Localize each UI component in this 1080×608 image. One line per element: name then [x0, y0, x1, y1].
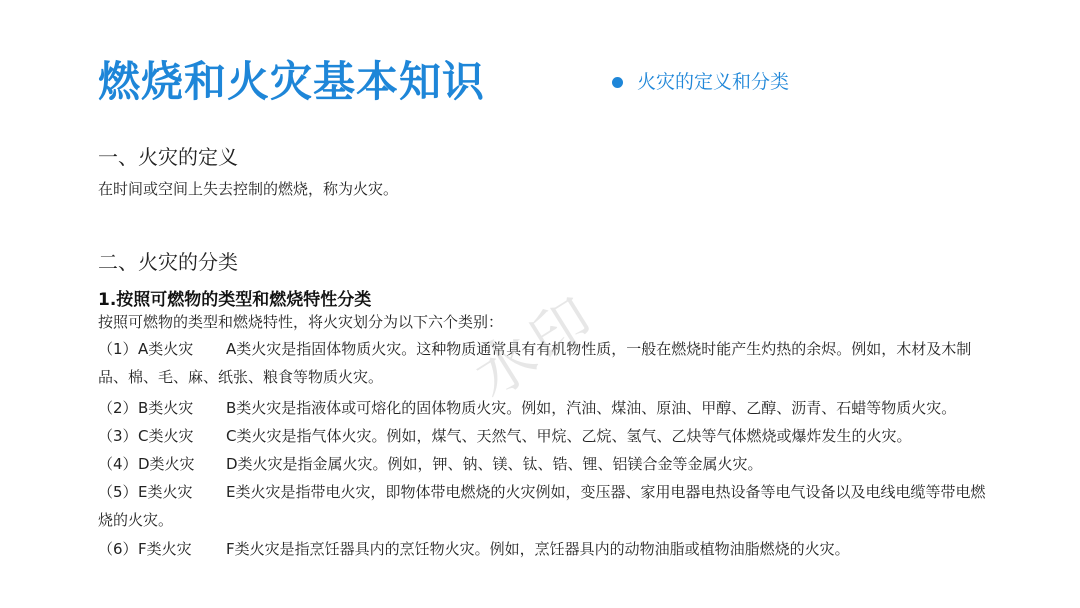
section2-intro: 按照可燃物的类型和燃烧特性，将火灾划分为以下六个类别： [98, 313, 504, 331]
section1-text: 在时间或空间上失去控制的燃烧，称为火灾。 [98, 180, 399, 198]
list-item-b [98, 394, 998, 422]
topic-text: 火灾的定义和分类 [637, 71, 790, 93]
page-title: 燃烧和火灾基本知识 [98, 57, 486, 106]
item-description: F类火灾是指烹饪器具内的烹饪物火灾。例如，烹饪器具内的动物油脂或植物油脂燃烧的火灾。 [226, 540, 850, 558]
watermark: 水印 [462, 282, 612, 412]
item-number: （5） [98, 483, 138, 501]
section2-subheading: 1.按照可燃物的类型和燃烧特性分类 [98, 290, 372, 310]
list-item-a [98, 335, 998, 391]
item-description: B类火灾是指液体或可熔化的固体物质火灾。例如，汽油、煤油、原油、甲醇、乙醇、沥青、石蜡等物质火灾。 [226, 399, 957, 417]
list-item-f [98, 535, 998, 563]
item-number: （6） [98, 540, 138, 558]
item-class: F类火灾 [138, 540, 192, 558]
item-class: B类火灾 [138, 399, 194, 417]
section1-heading: 一、火灾的定义 [98, 145, 238, 169]
item-class: E类火灾 [138, 483, 193, 501]
item-class: C类火灾 [138, 427, 194, 445]
item-description: E类火灾是指带电火灾，即物体带电燃烧的火灾例如，变压器、家用电器电热设备等电气设备以及电线电缆等带电燃烧的火灾。 [98, 483, 986, 529]
item-description: D类火灾是指金属火灾。例如，钾、钠、镁、钛、锆、锂、铝镁合金等金属火灾。 [226, 455, 763, 473]
item-class: A类火灾 [138, 340, 194, 358]
item-number: （1） [98, 340, 138, 358]
item-number: （3） [98, 427, 138, 445]
list-item-e [98, 478, 998, 534]
item-description: C类火灾是指气体火灾。例如，煤气、天然气、甲烷、乙烷、氢气、乙炔等气体燃烧或爆炸发生的火灾。 [226, 427, 912, 445]
section2-heading: 二、火灾的分类 [98, 250, 238, 274]
topic-label [612, 68, 789, 96]
item-number: （4） [98, 455, 138, 473]
item-class: D类火灾 [138, 455, 195, 473]
item-description: A类火灾是指固体物质火灾。这种物质通常具有有机物性质，一般在燃烧时能产生灼热的余烬。例如，木材及木制品、棉、毛、麻、纸张、粮食等物质火灾。 [98, 340, 972, 386]
bullet-dot-icon [612, 77, 623, 88]
list-item-d [98, 450, 998, 478]
item-number: （2） [98, 399, 138, 417]
list-item-c [98, 422, 998, 450]
